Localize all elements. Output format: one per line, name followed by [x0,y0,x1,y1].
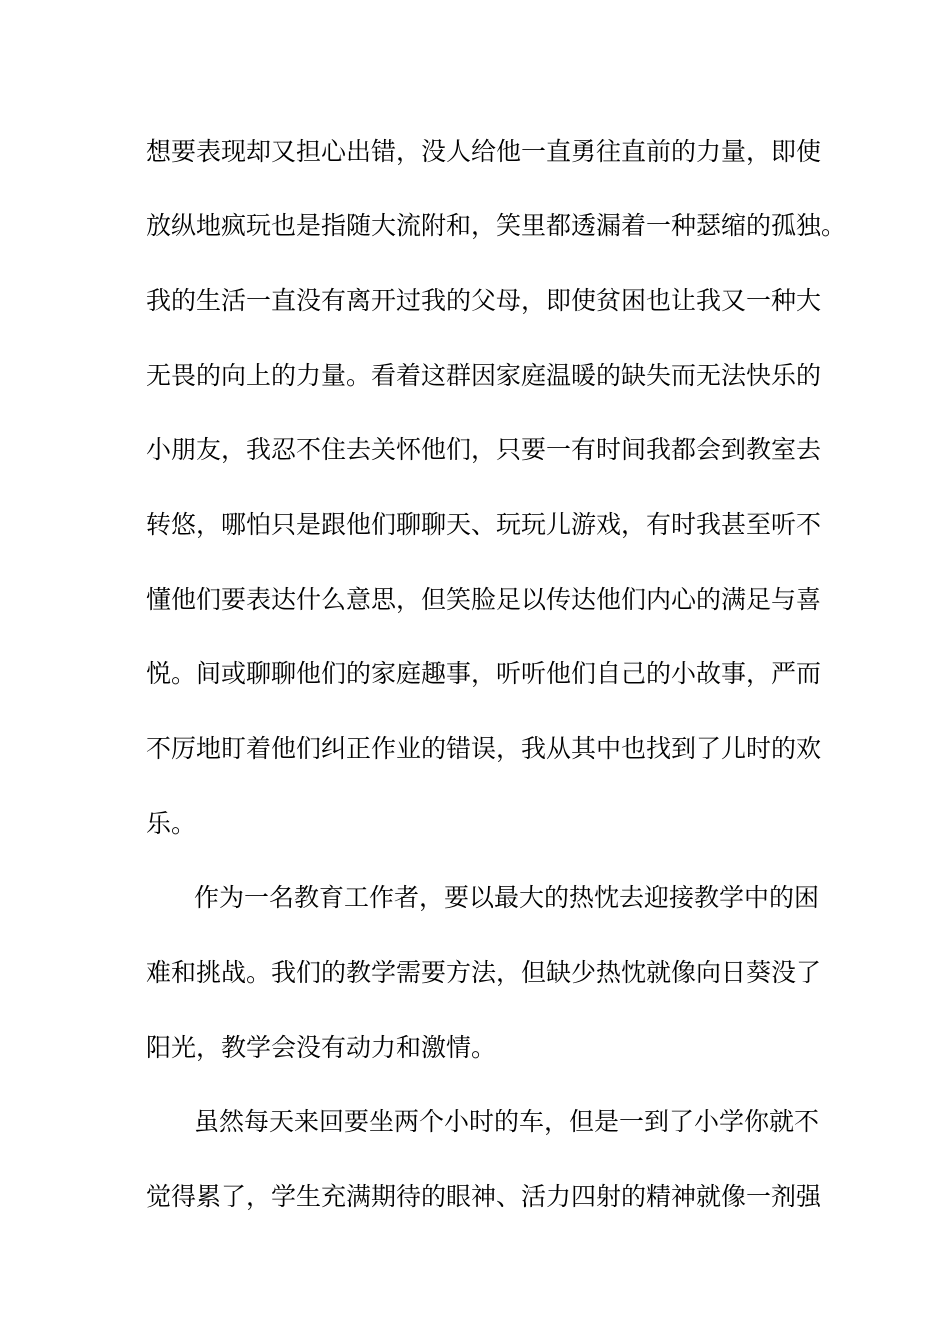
text-line: 放纵地疯玩也是指随大流附和，笑里都透漏着一种瑟缩的孤独。 [146,211,847,240]
text-line: 难和挑战。我们的教学需要方法，但缺少热忱就像向日葵没了 [146,958,822,987]
text-line: 转悠，哪怕只是跟他们聊聊天、玩玩儿游戏，有时我甚至听不 [146,510,822,539]
paragraph-first-line: 虽然每天来回要坐两个小时的车，但是一到了小学你就不 [194,1107,820,1136]
text-line: 不厉地盯着他们纠正作业的错误，我从其中也找到了儿时的欢 [146,734,822,763]
text-line: 悦。间或聊聊他们的家庭趣事，听听他们自己的小故事，严而 [146,659,822,688]
text-line: 觉得累了，学生充满期待的眼神、活力四射的精神就像一剂强 [146,1182,822,1211]
text-line: 无畏的向上的力量。看着这群因家庭温暖的缺失而无法快乐的 [146,361,822,390]
paragraph-first-line: 作为一名教育工作者，要以最大的热忱去迎接教学中的困 [194,883,820,912]
text-line: 懂他们要表达什么意思，但笑脸足以传达他们内心的满足与喜 [146,585,822,614]
text-line: 我的生活一直没有离开过我的父母，即使贫困也让我又一种大 [146,286,822,315]
text-line: 乐。 [146,809,197,838]
text-line: 小朋友，我忍不住去关怀他们，只要一有时间我都会到教室去 [146,435,822,464]
text-line: 阳光，教学会没有动力和激情。 [146,1033,497,1062]
text-line: 想要表现却又担心出错，没人给他一直勇往直前的力量，即使 [146,137,822,166]
